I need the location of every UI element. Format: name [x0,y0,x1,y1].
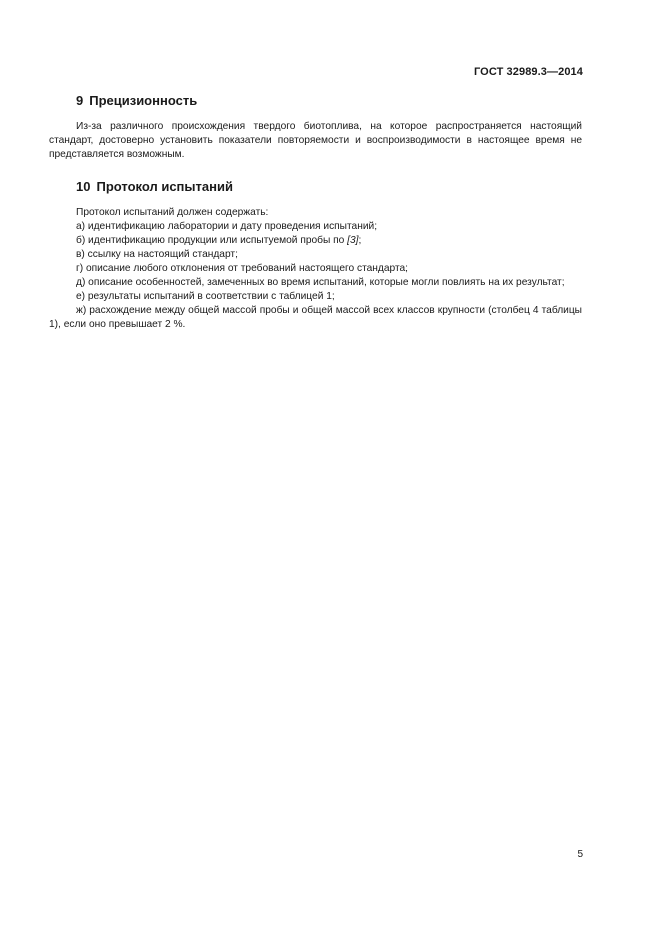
section-10-title: Протокол испытаний [96,179,233,194]
section-10-number: 10 [76,179,91,194]
standard-code: ГОСТ 32989.3—2014 [473,66,583,78]
section-9-title: Прецизионность [89,93,198,108]
list-item: г) описание любого отклонения от требований настоящего стандарта; [76,263,409,274]
reference-citation: [3] [347,235,359,246]
list-item: а) идентификацию лаборатории и дату проведения испытаний; [76,221,378,232]
list-item-text: б) идентификацию продукции или испытуемой пробы по [76,235,348,246]
list-item: д) описание особенностей, замеченных во время испытаний, которые могли повлиять на их результат; [76,277,565,288]
section-9-heading [76,92,582,110]
list-item: ж) расхождение между общей массой пробы и общей массой всех классов крупности (столбец 4 таблицы 1), если оно превышает 2 %. [49,305,582,330]
list-item: е) результаты испытаний в соответствии с таблицей 1; [76,291,335,302]
document-content [49,92,582,332]
section-9-number: 9 [76,93,84,108]
list-item: в) ссылку на настоящий стандарт; [76,249,238,260]
list-item-text-end: ; [358,235,362,246]
list-item [76,234,582,248]
section-10-list [49,206,582,332]
section-9-body: Из-за различного происхождения твердого биотоплива, на которое распространяется настоящий стандарт, достоверно установить показатели повторяемости и воспроизводимости в настоящее время не представляется возможным. [49,121,582,160]
page-number: 5 [577,849,583,860]
section-10-heading [76,178,582,196]
section-10-intro: Протокол испытаний должен содержать: [76,207,269,218]
